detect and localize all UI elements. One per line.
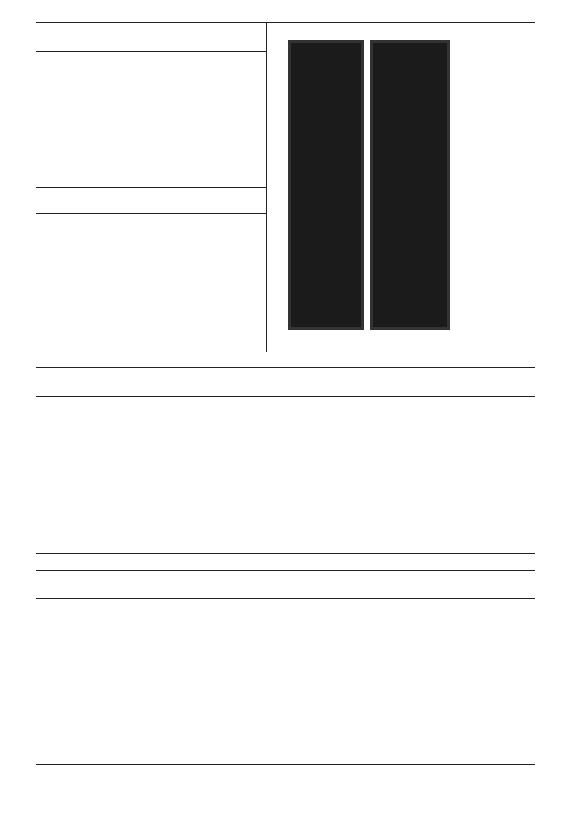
rule xyxy=(36,51,266,52)
mid-rule xyxy=(36,367,535,368)
top-right-rule xyxy=(462,22,535,23)
rule xyxy=(266,22,267,352)
rule xyxy=(36,213,266,214)
bot-rule xyxy=(36,570,535,571)
mid-rule xyxy=(36,396,535,397)
rubbing-two-lines xyxy=(288,40,364,330)
rule xyxy=(36,187,266,188)
bot-rule xyxy=(36,598,535,599)
top-rule xyxy=(36,22,535,23)
mid-rule xyxy=(36,553,535,554)
bot-rule xyxy=(36,764,535,765)
rubbing-one-line xyxy=(370,40,450,330)
